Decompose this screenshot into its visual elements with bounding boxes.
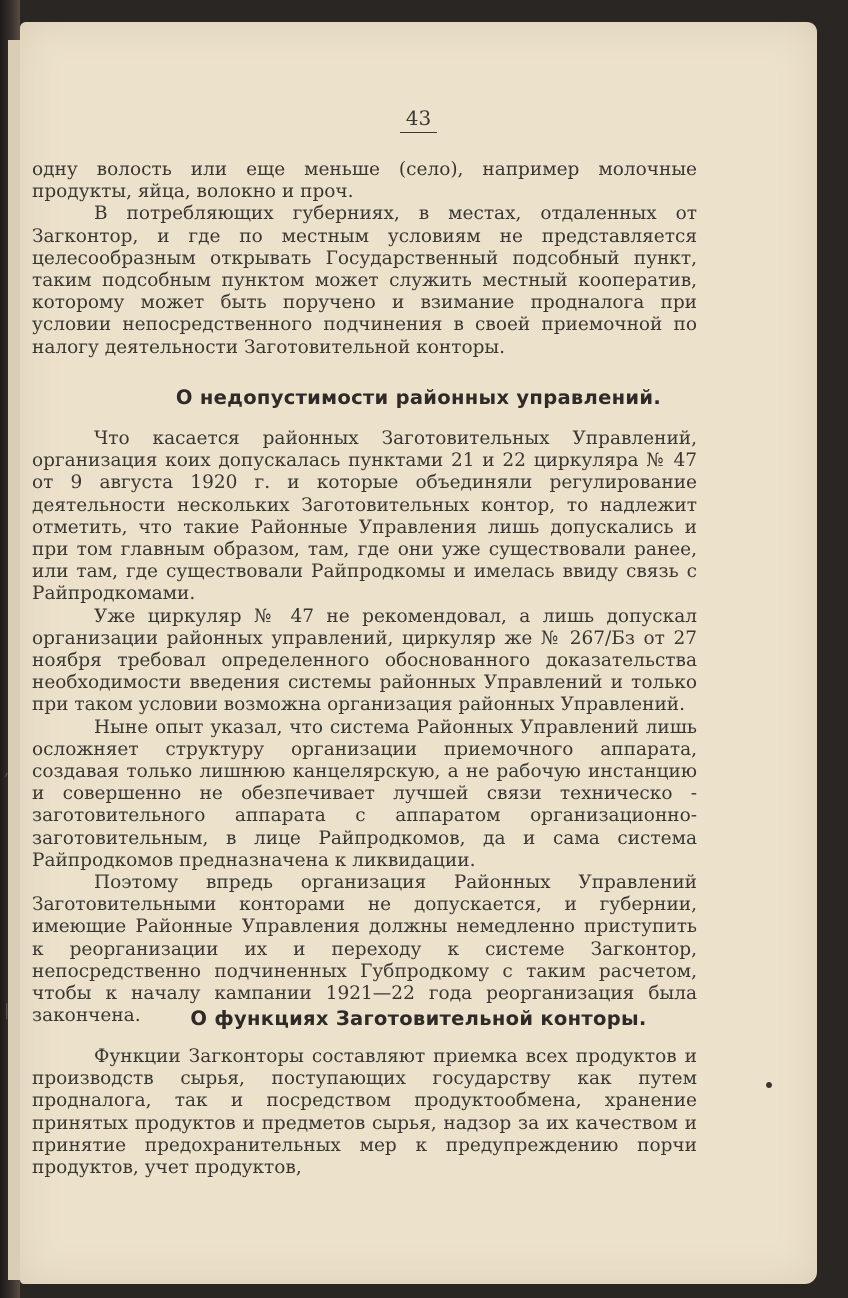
section-heading: О функциях Заготовительной конторы. <box>190 1007 647 1030</box>
margin-mark: | <box>4 1000 10 1019</box>
section-text <box>32 1046 697 1179</box>
paragraph: Поэтому впредь организация Районных Управлений Заготовительными конторами не допускается, и губернии, имеющие Районные Управления должны немедленно приступить к реорганизации их и переходу к системе Загконтор, непосредственно подчиненных Губпродкому с таким расчетом, чтобы к началу кампании 1921—22 года реорганизация была закончена. <box>32 872 697 1027</box>
intro-text <box>32 159 697 359</box>
section-text <box>32 428 697 1027</box>
previous-page-edge <box>8 40 20 1280</box>
paragraph: Функции Загконторы составляют приемка всех продуктов и производств сырья, поступающих государству как путем продналога, так и посредством продуктообмена, хранение принятых продуктов и предметов сырья, надзор за их качеством и принятие предохранительных мер к предупреждению порчи продуктов, учет продуктов, <box>32 1046 697 1179</box>
paragraph: Уже циркуляр № 47 не рекомендовал, а лишь допускал организации районных управлений, циркуляр же № 267/Бз от 27 ноября требовал определенного обоснованного доказательства необходимости введения системы районных Управлений и только при таком условии возможна организация районных Управлений. <box>32 605 697 716</box>
paragraph: Что касается районных Заготовительных Управлений, организация коих допускалась пунктами 21 и 22 циркуляра № 47 от 9 августа 1920 г. и которые объединяли регулирование деятельности нескольких Заготовительных контор, то надлежит отметить, что такие Районные Управления лишь допускались и при том главным образом, там, где они уже существовали ранее, или там, где существовали Райпродкомы и имелась ввиду связь с Райпродкомами. <box>32 428 697 605</box>
paragraph: В потребляющих губерниях, в местах, отдаленных от Загконтор, и где по местным условиям не представляется целесообразным открывать Государственный подсобный пункт, таким подсобным пунктом может служить местный кооператив, которому может быть поручено и взимание продналога при условии непосредственного подчинения в своей приемочной по налогу деятельности Заготовительной конторы. <box>32 203 697 358</box>
section-heading: О недопустимости районных управлений. <box>175 386 662 409</box>
paragraph: одну волость или еще меньше (село), например молочные продукты, яйца, волокно и проч. <box>32 159 697 203</box>
page-number: 43 <box>20 106 817 130</box>
ink-spot <box>766 1082 772 1088</box>
paragraph: Ныне опыт указал, что система Районных Управлений лишь осложняет структуру организации приемочного аппарата, создавая только лишнюю канцелярскую, а не рабочую инстанцию и совершенно не обезпечивает лучшей связи техническо - заготовительного аппарата с аппаратом организационно-заготовительным, в лице Райпродкомов, да и сама система Райпродкомов предназначена к ликвидации. <box>32 716 697 871</box>
margin-mark: , <box>4 760 10 779</box>
book-page <box>20 22 817 1284</box>
